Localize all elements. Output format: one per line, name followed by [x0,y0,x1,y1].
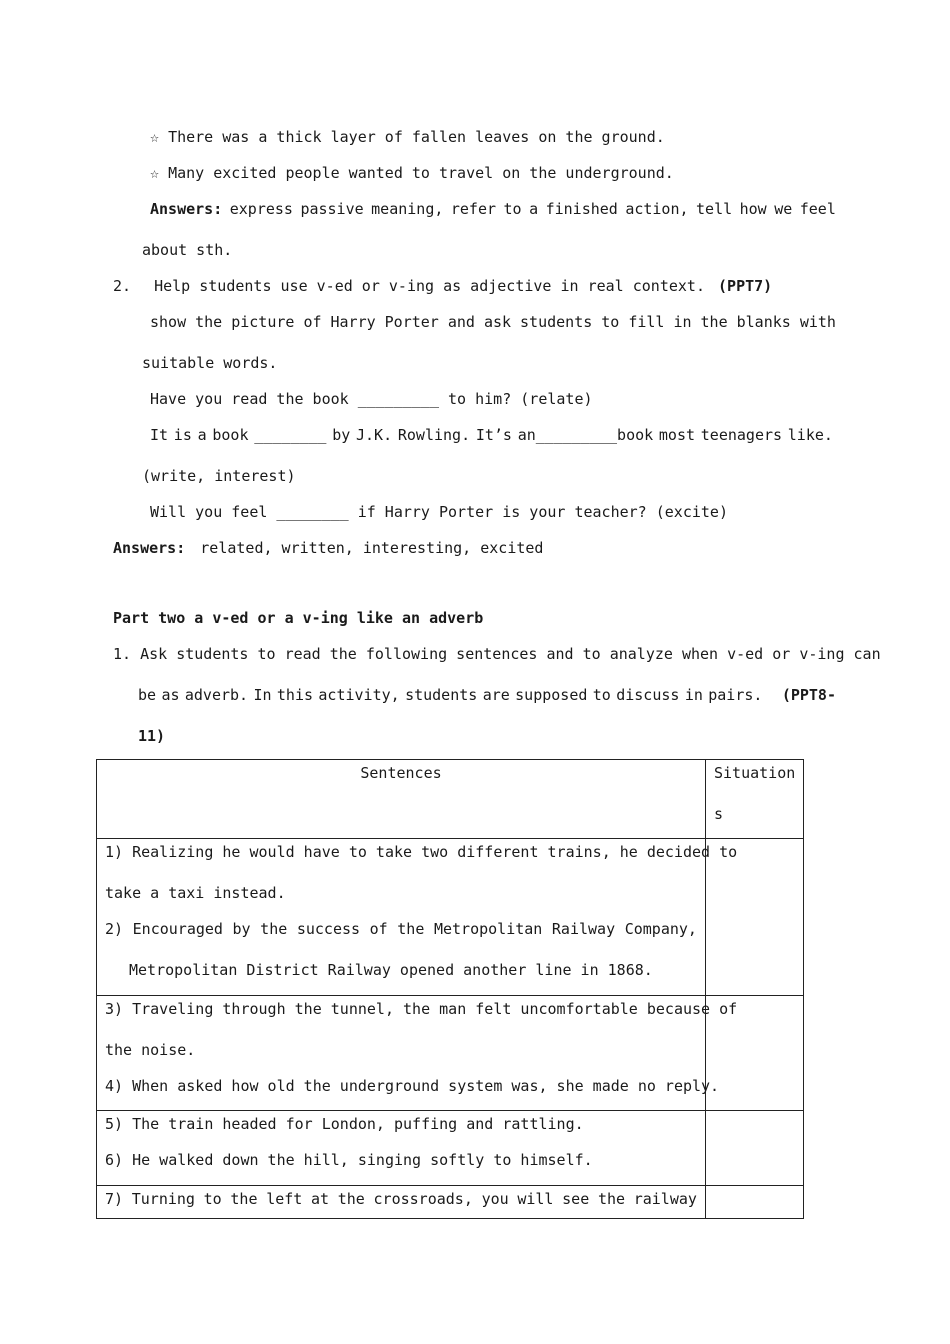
item-text: Help students use v-ed or v-ing as adjective in real context. [154,277,705,295]
sentences-cell [97,1111,706,1186]
table-row [97,996,804,1111]
sentence-1-line-1: 1) Realizing he would have to take two different trains, he decided to [105,843,738,861]
table-row [97,839,804,996]
item-2-instruction-line-2: suitable words. [142,354,278,372]
sentence-3-line-2: the noise. [105,1041,196,1059]
item-2-heading [113,276,772,296]
answers-1-line-1: Answers: express passive meaning, refer to a finished action, tell how we feel [150,200,836,218]
situation-cell [706,996,804,1111]
sentence-4-line-1: 4) When asked how old the underground system was, she made no reply. [105,1077,720,1095]
question-1: Have you read the book _________ to him? (relate) [150,390,593,408]
item-2-instruction-line-1: show the picture of Harry Porter and ask students to fill in the blanks with [150,313,836,331]
sentence-7-line-1: 7) Turning to the left at the crossroads, you will see the railway [105,1190,697,1208]
table-row [97,1111,804,1186]
sentence-2-line-2: Metropolitan District Railway opened another line in 1868. [129,961,653,979]
sentences-cell [97,1186,706,1219]
sentence-1-line-2: take a taxi instead. [105,884,286,902]
sentence-3-line-1: 3) Traveling through the tunnel, the man felt uncomfortable because of [105,1000,738,1018]
question-2-line-1: It is a book ________ by J.K. Rowling. It’s an_________book most teenagers like. [150,426,833,444]
header-situations-line-1: Situation [714,764,796,782]
answers-label: Answers: [113,539,186,557]
situation-cell [706,1111,804,1186]
question-2-line-2: (write, interest) [142,467,296,485]
table-header-row [97,760,804,839]
sentence-2-line-1: 2) Encouraged by the success of the Metropolitan Railway Company, [105,920,697,938]
example-sentence-2 [150,163,674,183]
answers-label: Answers: [150,200,223,218]
sentences-table [96,759,804,1219]
star-icon: ☆ [150,164,160,182]
star-icon: ☆ [150,128,160,146]
question-3: Will you feel ________ if Harry Porter is your teacher? (excite) [150,503,728,521]
part-two-heading: Part two a v-ed or a v-ing like an adverb [113,609,484,627]
sentences-cell [97,839,738,996]
header-situations-cell [706,760,804,839]
answers-1-line-2: about sth. [142,241,233,259]
example-text: There was a thick layer of fallen leaves on the ground. [168,128,665,146]
header-sentences-cell [97,760,706,839]
sentence-6: 6) He walked down the hill, singing softly to himself. [105,1151,593,1169]
header-situations-line-2: s [714,805,724,823]
answers-2 [113,538,543,558]
answers-text: related, written, interesting, excited [200,539,544,557]
sentences-cell [97,996,738,1111]
example-text: Many excited people wanted to travel on the underground. [168,164,674,182]
table-row [97,1186,804,1219]
part-two-item-1-line-1: 1. Ask students to read the following sentences and to analyze when v-ed or v-ing can [113,645,881,663]
part-two-item-1-line-2: be as adverb. In this activity, students are supposed to discuss in pairs. (PPT8- [138,686,836,704]
situation-cell [706,839,804,996]
ppt-reference: (PPT7) [718,277,773,295]
header-sentences: Sentences [360,764,442,782]
example-sentence-1 [150,127,665,147]
situation-cell [706,1186,804,1219]
item-number: 2. [113,277,132,295]
part-two-item-1-line-3: 11) [138,727,166,745]
sentence-5: 5) The train headed for London, puffing and rattling. [105,1115,584,1133]
